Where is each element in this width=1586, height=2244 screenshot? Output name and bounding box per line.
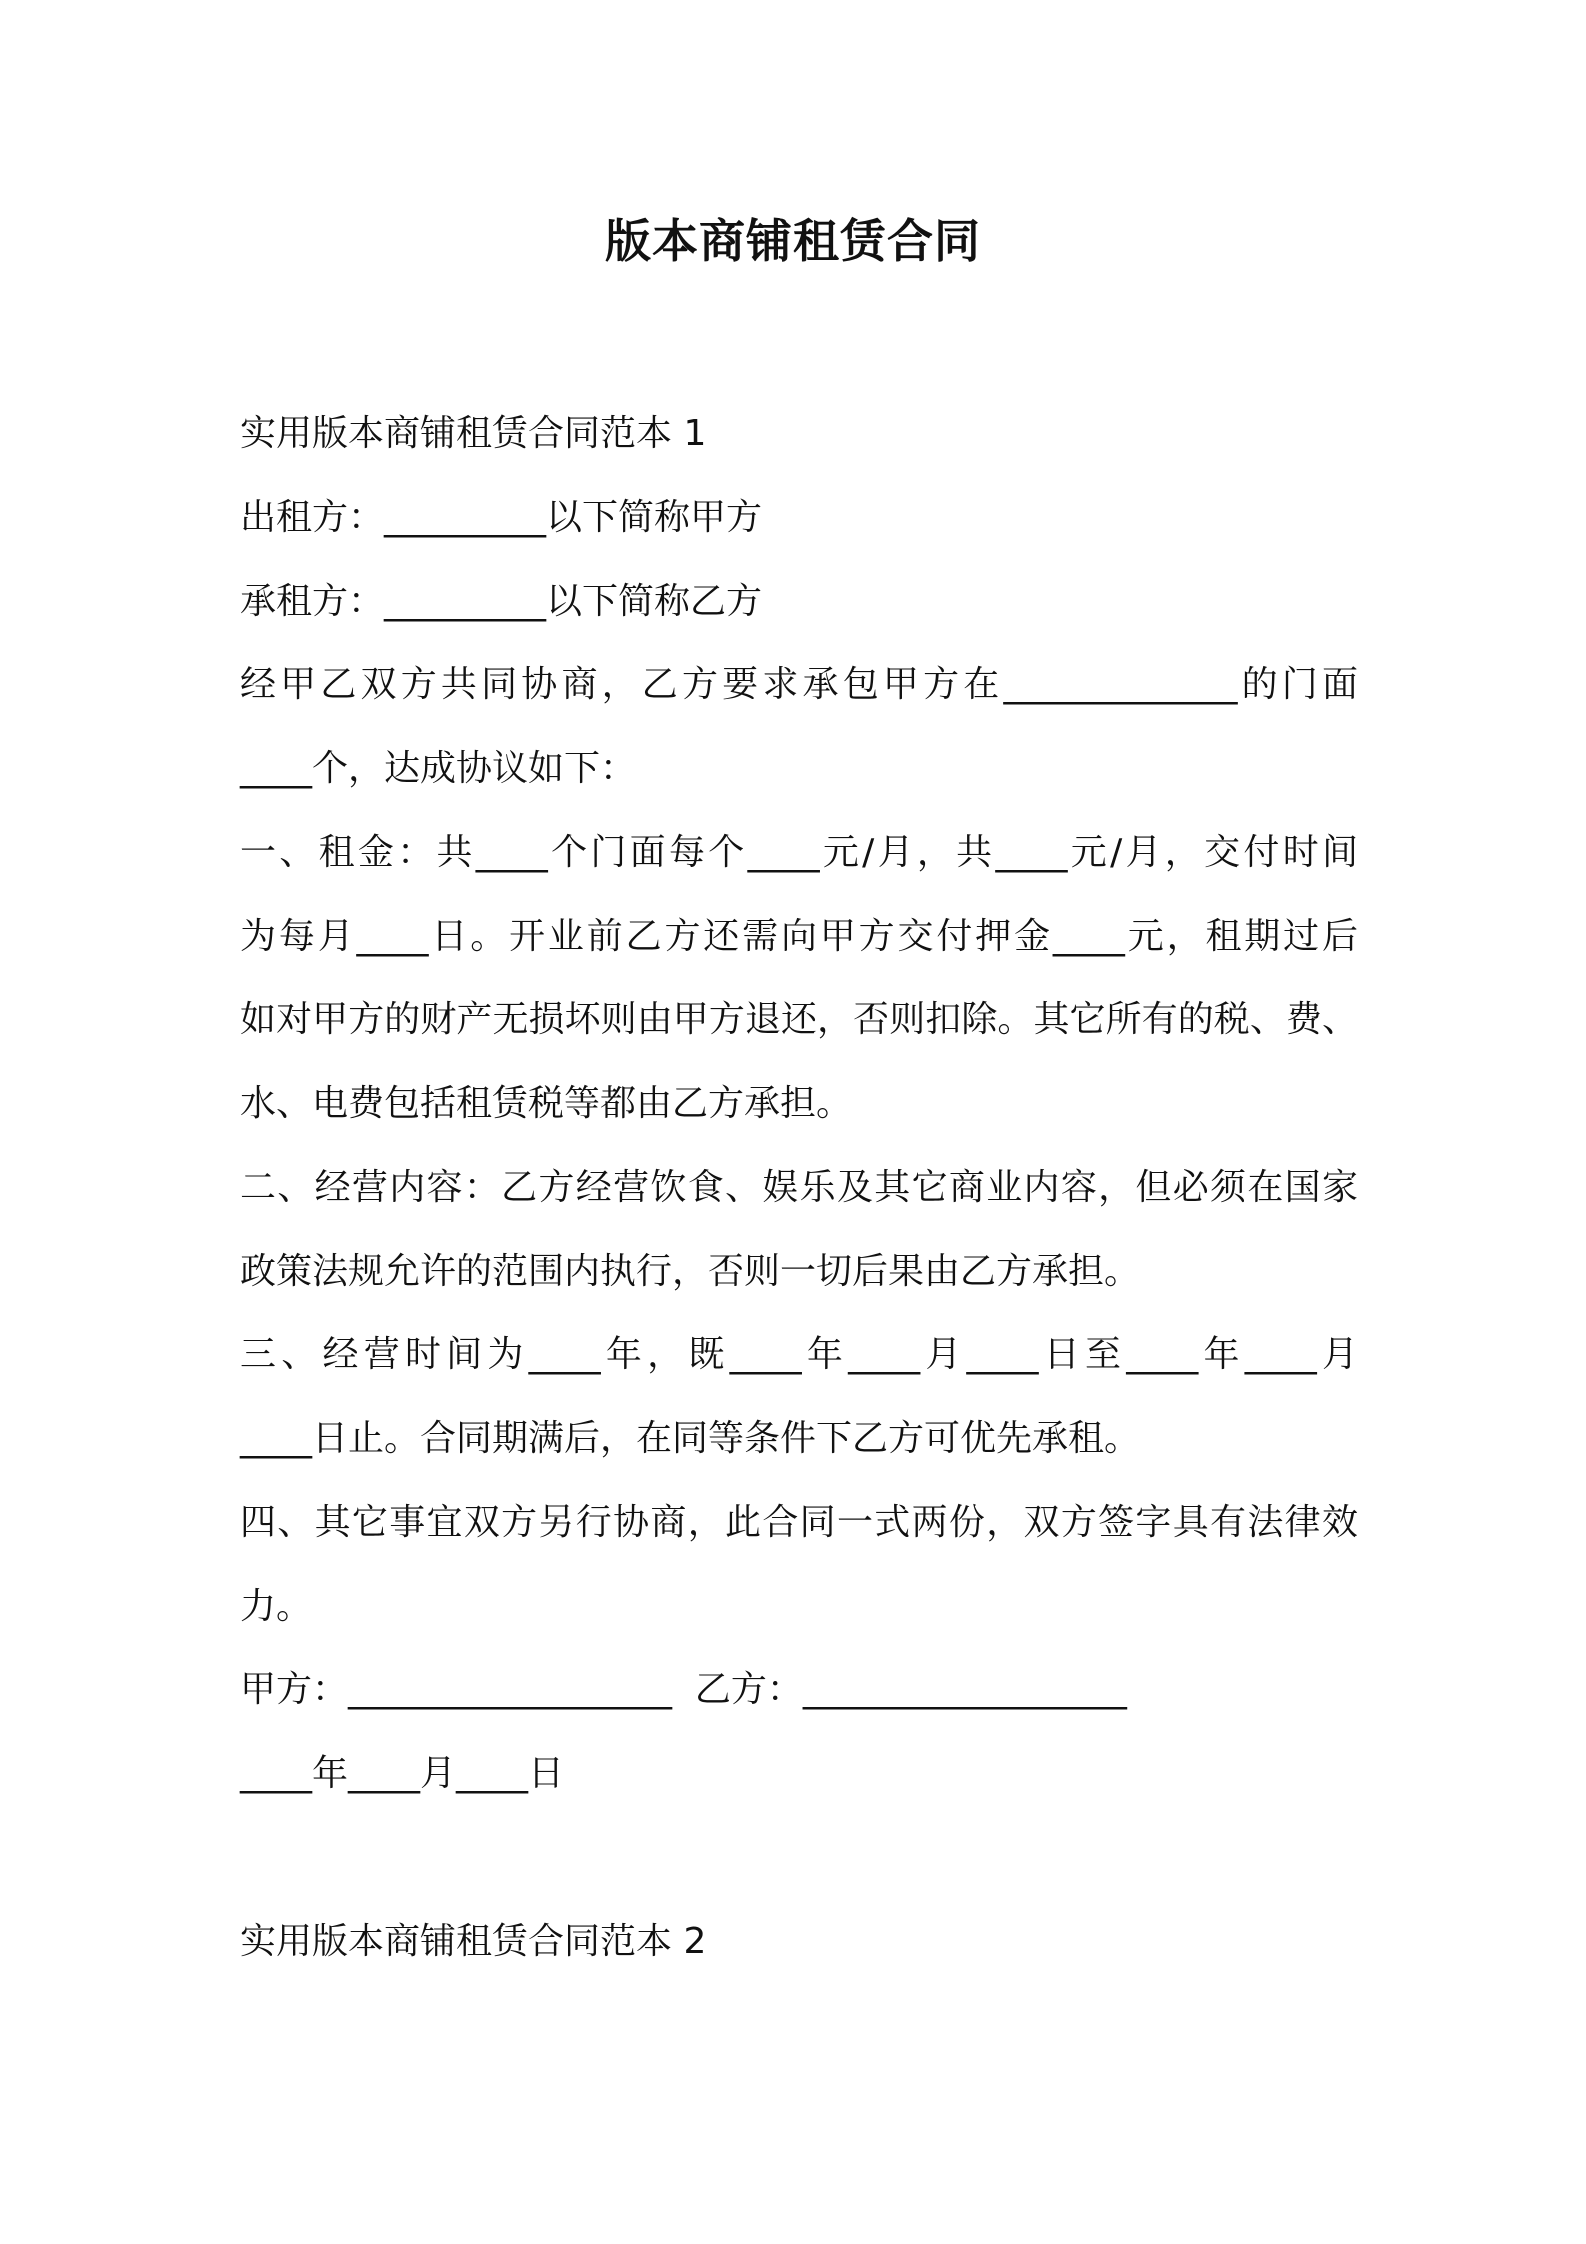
sample-heading-2: 实用版本商铺租赁合同范本 2: [240, 1921, 707, 1962]
clause-term-line: 三、经营时间为____年，既____年____月____日至____年____月: [240, 1334, 1358, 1375]
clause-business-line: 二、经营内容：乙方经营饮食、娱乐及其它商业内容，但必须在国家: [240, 1167, 1358, 1208]
document-title: 版本商铺租赁合同: [605, 214, 981, 268]
clause-rent-line: 水、电费包括租赁税等都由乙方承担。: [240, 1083, 853, 1124]
signature-line: 甲方：__________________ 乙方：__________________: [240, 1669, 1127, 1710]
date-line: ____年____月____日: [240, 1753, 565, 1794]
clause-business-line: 政策法规允许的范围内执行，否则一切后果由乙方承担。: [240, 1251, 1141, 1292]
clause-term-line: ____日止。合同期满后，在同等条件下乙方可优先承租。: [240, 1418, 1141, 1459]
paragraph-line: 经甲乙双方共同协商，乙方要求承包甲方在_____________的门面: [240, 664, 1358, 705]
sample-heading-1: 实用版本商铺租赁合同范本 1: [240, 413, 707, 454]
lessor-line: 出租方：_________以下简称甲方: [240, 497, 763, 538]
lessee-line: 承租方：_________以下简称乙方: [240, 581, 763, 622]
clause-rent-line: 如对甲方的财产无损坏则由甲方退还，否则扣除。其它所有的税、费、: [240, 999, 1358, 1040]
clause-other-line: 四、其它事宜双方另行协商，此合同一式两份，双方签字具有法律效: [240, 1502, 1358, 1543]
clause-other-line: 力。: [240, 1586, 313, 1627]
paragraph-line: ____个，达成协议如下：: [240, 748, 637, 789]
clause-rent-line: 一、租金：共____个门面每个____元/月，共____元/月，交付时间: [240, 832, 1358, 873]
clause-rent-line: 为每月____日。开业前乙方还需向甲方交付押金____元，租期过后: [240, 916, 1358, 957]
